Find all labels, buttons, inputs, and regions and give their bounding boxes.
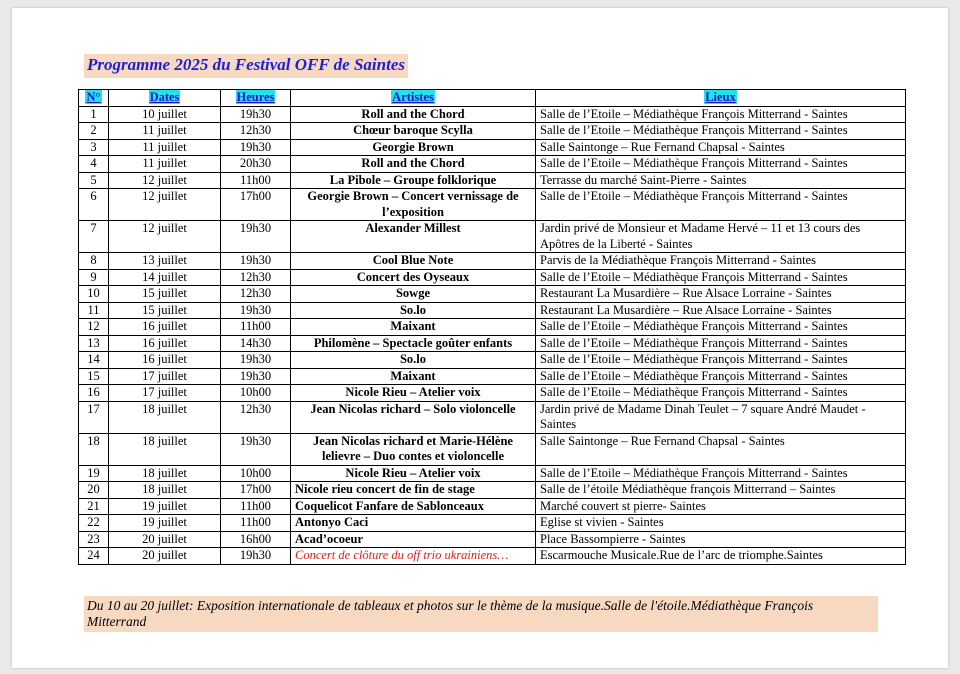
table-row [79, 385, 906, 402]
row-artist: Concert des Oyseaux [291, 269, 536, 286]
table-row [79, 189, 906, 221]
row-date: 20 juillet [109, 548, 221, 565]
row-time: 19h30 [221, 253, 291, 270]
row-number: 19 [79, 465, 109, 482]
row-time: 19h30 [221, 221, 291, 253]
row-artist: Jean Nicolas richard – Solo violoncelle [291, 401, 536, 433]
row-artist: Acad’ocoeur [291, 531, 536, 548]
row-artist: Coquelicot Fanfare de Sablonceaux [291, 498, 536, 515]
row-artist: Nicole Rieu – Atelier voix [291, 385, 536, 402]
row-venue: Salle de l’Etoile – Médiathèque François Mitterrand - Saintes [536, 123, 906, 140]
programme-table [78, 89, 906, 565]
table-row [79, 433, 906, 465]
row-date: 19 juillet [109, 498, 221, 515]
row-venue: Place Bassompierre - Saintes [536, 531, 906, 548]
row-time: 19h30 [221, 352, 291, 369]
table-row [79, 156, 906, 173]
row-time: 10h00 [221, 385, 291, 402]
row-venue: Jardin privé de Monsieur et Madame Hervé – 11 et 13 cours des Apôtres de la Liberté - Saintes [536, 221, 906, 253]
document-title: Programme 2025 du Festival OFF de Saintes [84, 54, 408, 78]
row-artist: La Pibole – Groupe folklorique [291, 172, 536, 189]
row-date: 16 juillet [109, 352, 221, 369]
row-number: 6 [79, 189, 109, 221]
row-venue: Escarmouche Musicale.Rue de l’arc de triomphe.Saintes [536, 548, 906, 565]
table-row [79, 531, 906, 548]
row-number: 10 [79, 286, 109, 303]
row-artist: Nicole rieu concert de fin de stage [291, 482, 536, 499]
row-venue: Restaurant La Musardière – Rue Alsace Lorraine - Saintes [536, 286, 906, 303]
row-artist: Georgie Brown – Concert vernissage de l’exposition [291, 189, 536, 221]
row-time: 10h00 [221, 465, 291, 482]
table-header-row [79, 90, 906, 107]
row-artist: Roll and the Chord [291, 156, 536, 173]
row-time: 20h30 [221, 156, 291, 173]
table-row [79, 221, 906, 253]
row-time: 19h30 [221, 548, 291, 565]
row-time: 19h30 [221, 368, 291, 385]
row-number: 17 [79, 401, 109, 433]
row-date: 20 juillet [109, 531, 221, 548]
row-venue: Salle de l’Etoile – Médiathèque François Mitterrand - Saintes [536, 106, 906, 123]
table-row [79, 465, 906, 482]
row-venue: Restaurant La Musardière – Rue Alsace Lorraine - Saintes [536, 302, 906, 319]
table-row [79, 286, 906, 303]
document-page [12, 8, 948, 668]
row-artist: So.lo [291, 302, 536, 319]
row-time: 17h00 [221, 482, 291, 499]
row-artist: Maixant [291, 319, 536, 336]
row-venue: Salle de l’Etoile – Médiathèque François Mitterrand - Saintes [536, 319, 906, 336]
row-venue: Salle de l’Etoile – Médiathèque François Mitterrand - Saintes [536, 335, 906, 352]
row-date: 15 juillet [109, 302, 221, 319]
row-date: 18 juillet [109, 401, 221, 433]
table-row [79, 352, 906, 369]
row-time: 12h30 [221, 401, 291, 433]
row-artist: Jean Nicolas richard et Marie-Hélène lelievre – Duo contes et violoncelle [291, 433, 536, 465]
table-row [79, 515, 906, 532]
table-row [79, 253, 906, 270]
header-heures: Heures [221, 90, 291, 107]
row-date: 16 juillet [109, 319, 221, 336]
table-row [79, 498, 906, 515]
table-row [79, 302, 906, 319]
row-venue: Salle de l’étoile Médiathèque françois Mitterrand – Saintes [536, 482, 906, 499]
row-time: 19h30 [221, 433, 291, 465]
header-artistes: Artistes [291, 90, 536, 107]
row-number: 21 [79, 498, 109, 515]
row-artist: Cool Blue Note [291, 253, 536, 270]
row-venue: Jardin privé de Madame Dinah Teulet – 7 square André Maudet - Saintes [536, 401, 906, 433]
row-time: 12h30 [221, 286, 291, 303]
row-time: 17h00 [221, 189, 291, 221]
row-venue: Parvis de la Médiathèque François Mitterrand - Saintes [536, 253, 906, 270]
row-time: 12h30 [221, 123, 291, 140]
row-time: 19h30 [221, 302, 291, 319]
row-time: 14h30 [221, 335, 291, 352]
row-number: 1 [79, 106, 109, 123]
table-row [79, 548, 906, 565]
row-number: 14 [79, 352, 109, 369]
row-artist: Georgie Brown [291, 139, 536, 156]
row-date: 12 juillet [109, 189, 221, 221]
table-row [79, 482, 906, 499]
row-date: 18 juillet [109, 465, 221, 482]
row-artist: Alexander Millest [291, 221, 536, 253]
row-number: 24 [79, 548, 109, 565]
row-venue: Salle Saintonge – Rue Fernand Chapsal - Saintes [536, 433, 906, 465]
row-number: 22 [79, 515, 109, 532]
row-date: 12 juillet [109, 172, 221, 189]
row-artist: Antonyo Caci [291, 515, 536, 532]
row-artist: Chœur baroque Scylla [291, 123, 536, 140]
exhibition-note: Du 10 au 20 juillet: Exposition internationale de tableaux et photos sur le thème de la musique.Salle de l'étoile.Médiathèque François Mitterrand [84, 596, 878, 632]
row-date: 16 juillet [109, 335, 221, 352]
table-row [79, 401, 906, 433]
row-venue: Salle de l’Etoile – Médiathèque François Mitterrand - Saintes [536, 352, 906, 369]
row-venue: Salle Saintonge – Rue Fernand Chapsal - Saintes [536, 139, 906, 156]
row-time: 19h30 [221, 139, 291, 156]
row-artist: Concert de clôture du off trio ukrainiens… [291, 548, 536, 565]
row-number: 13 [79, 335, 109, 352]
row-time: 11h00 [221, 172, 291, 189]
row-date: 17 juillet [109, 368, 221, 385]
row-time: 12h30 [221, 269, 291, 286]
row-venue: Salle de l’Etoile – Médiathèque François Mitterrand - Saintes [536, 368, 906, 385]
row-date: 18 juillet [109, 482, 221, 499]
row-number: 5 [79, 172, 109, 189]
row-number: 18 [79, 433, 109, 465]
row-date: 11 juillet [109, 139, 221, 156]
table-row [79, 172, 906, 189]
row-artist: Philomène – Spectacle goûter enfants [291, 335, 536, 352]
row-date: 14 juillet [109, 269, 221, 286]
table-row [79, 269, 906, 286]
row-venue: Salle de l’Etoile – Médiathèque François Mitterrand - Saintes [536, 269, 906, 286]
header-lieux: Lieux [536, 90, 906, 107]
row-number: 8 [79, 253, 109, 270]
row-number: 11 [79, 302, 109, 319]
header-dates: Dates [109, 90, 221, 107]
table-row [79, 106, 906, 123]
row-time: 11h00 [221, 319, 291, 336]
row-date: 10 juillet [109, 106, 221, 123]
row-number: 15 [79, 368, 109, 385]
row-number: 20 [79, 482, 109, 499]
row-venue: Eglise st vivien - Saintes [536, 515, 906, 532]
row-artist: Roll and the Chord [291, 106, 536, 123]
row-number: 2 [79, 123, 109, 140]
row-venue: Salle de l’Etoile – Médiathèque François Mitterrand - Saintes [536, 156, 906, 173]
row-date: 15 juillet [109, 286, 221, 303]
row-number: 3 [79, 139, 109, 156]
row-time: 11h00 [221, 498, 291, 515]
header-num: N° [79, 90, 109, 107]
row-venue: Salle de l’Etoile – Médiathèque François Mitterrand - Saintes [536, 189, 906, 221]
table-row [79, 319, 906, 336]
row-artist: Sowge [291, 286, 536, 303]
table-row [79, 368, 906, 385]
table-row [79, 123, 906, 140]
row-artist: Maixant [291, 368, 536, 385]
row-artist: So.lo [291, 352, 536, 369]
row-date: 12 juillet [109, 221, 221, 253]
row-date: 19 juillet [109, 515, 221, 532]
row-venue: Salle de l’Etoile – Médiathèque François Mitterrand - Saintes [536, 385, 906, 402]
table-row [79, 139, 906, 156]
row-venue: Terrasse du marché Saint-Pierre - Saintes [536, 172, 906, 189]
row-date: 11 juillet [109, 156, 221, 173]
row-number: 9 [79, 269, 109, 286]
row-time: 11h00 [221, 515, 291, 532]
row-time: 19h30 [221, 106, 291, 123]
row-number: 16 [79, 385, 109, 402]
row-date: 17 juillet [109, 385, 221, 402]
row-number: 23 [79, 531, 109, 548]
row-venue: Marché couvert st pierre- Saintes [536, 498, 906, 515]
row-date: 18 juillet [109, 433, 221, 465]
row-number: 7 [79, 221, 109, 253]
row-number: 12 [79, 319, 109, 336]
row-date: 13 juillet [109, 253, 221, 270]
table-row [79, 335, 906, 352]
row-artist: Nicole Rieu – Atelier voix [291, 465, 536, 482]
row-number: 4 [79, 156, 109, 173]
row-time: 16h00 [221, 531, 291, 548]
row-venue: Salle de l’Etoile – Médiathèque François Mitterrand - Saintes [536, 465, 906, 482]
row-date: 11 juillet [109, 123, 221, 140]
